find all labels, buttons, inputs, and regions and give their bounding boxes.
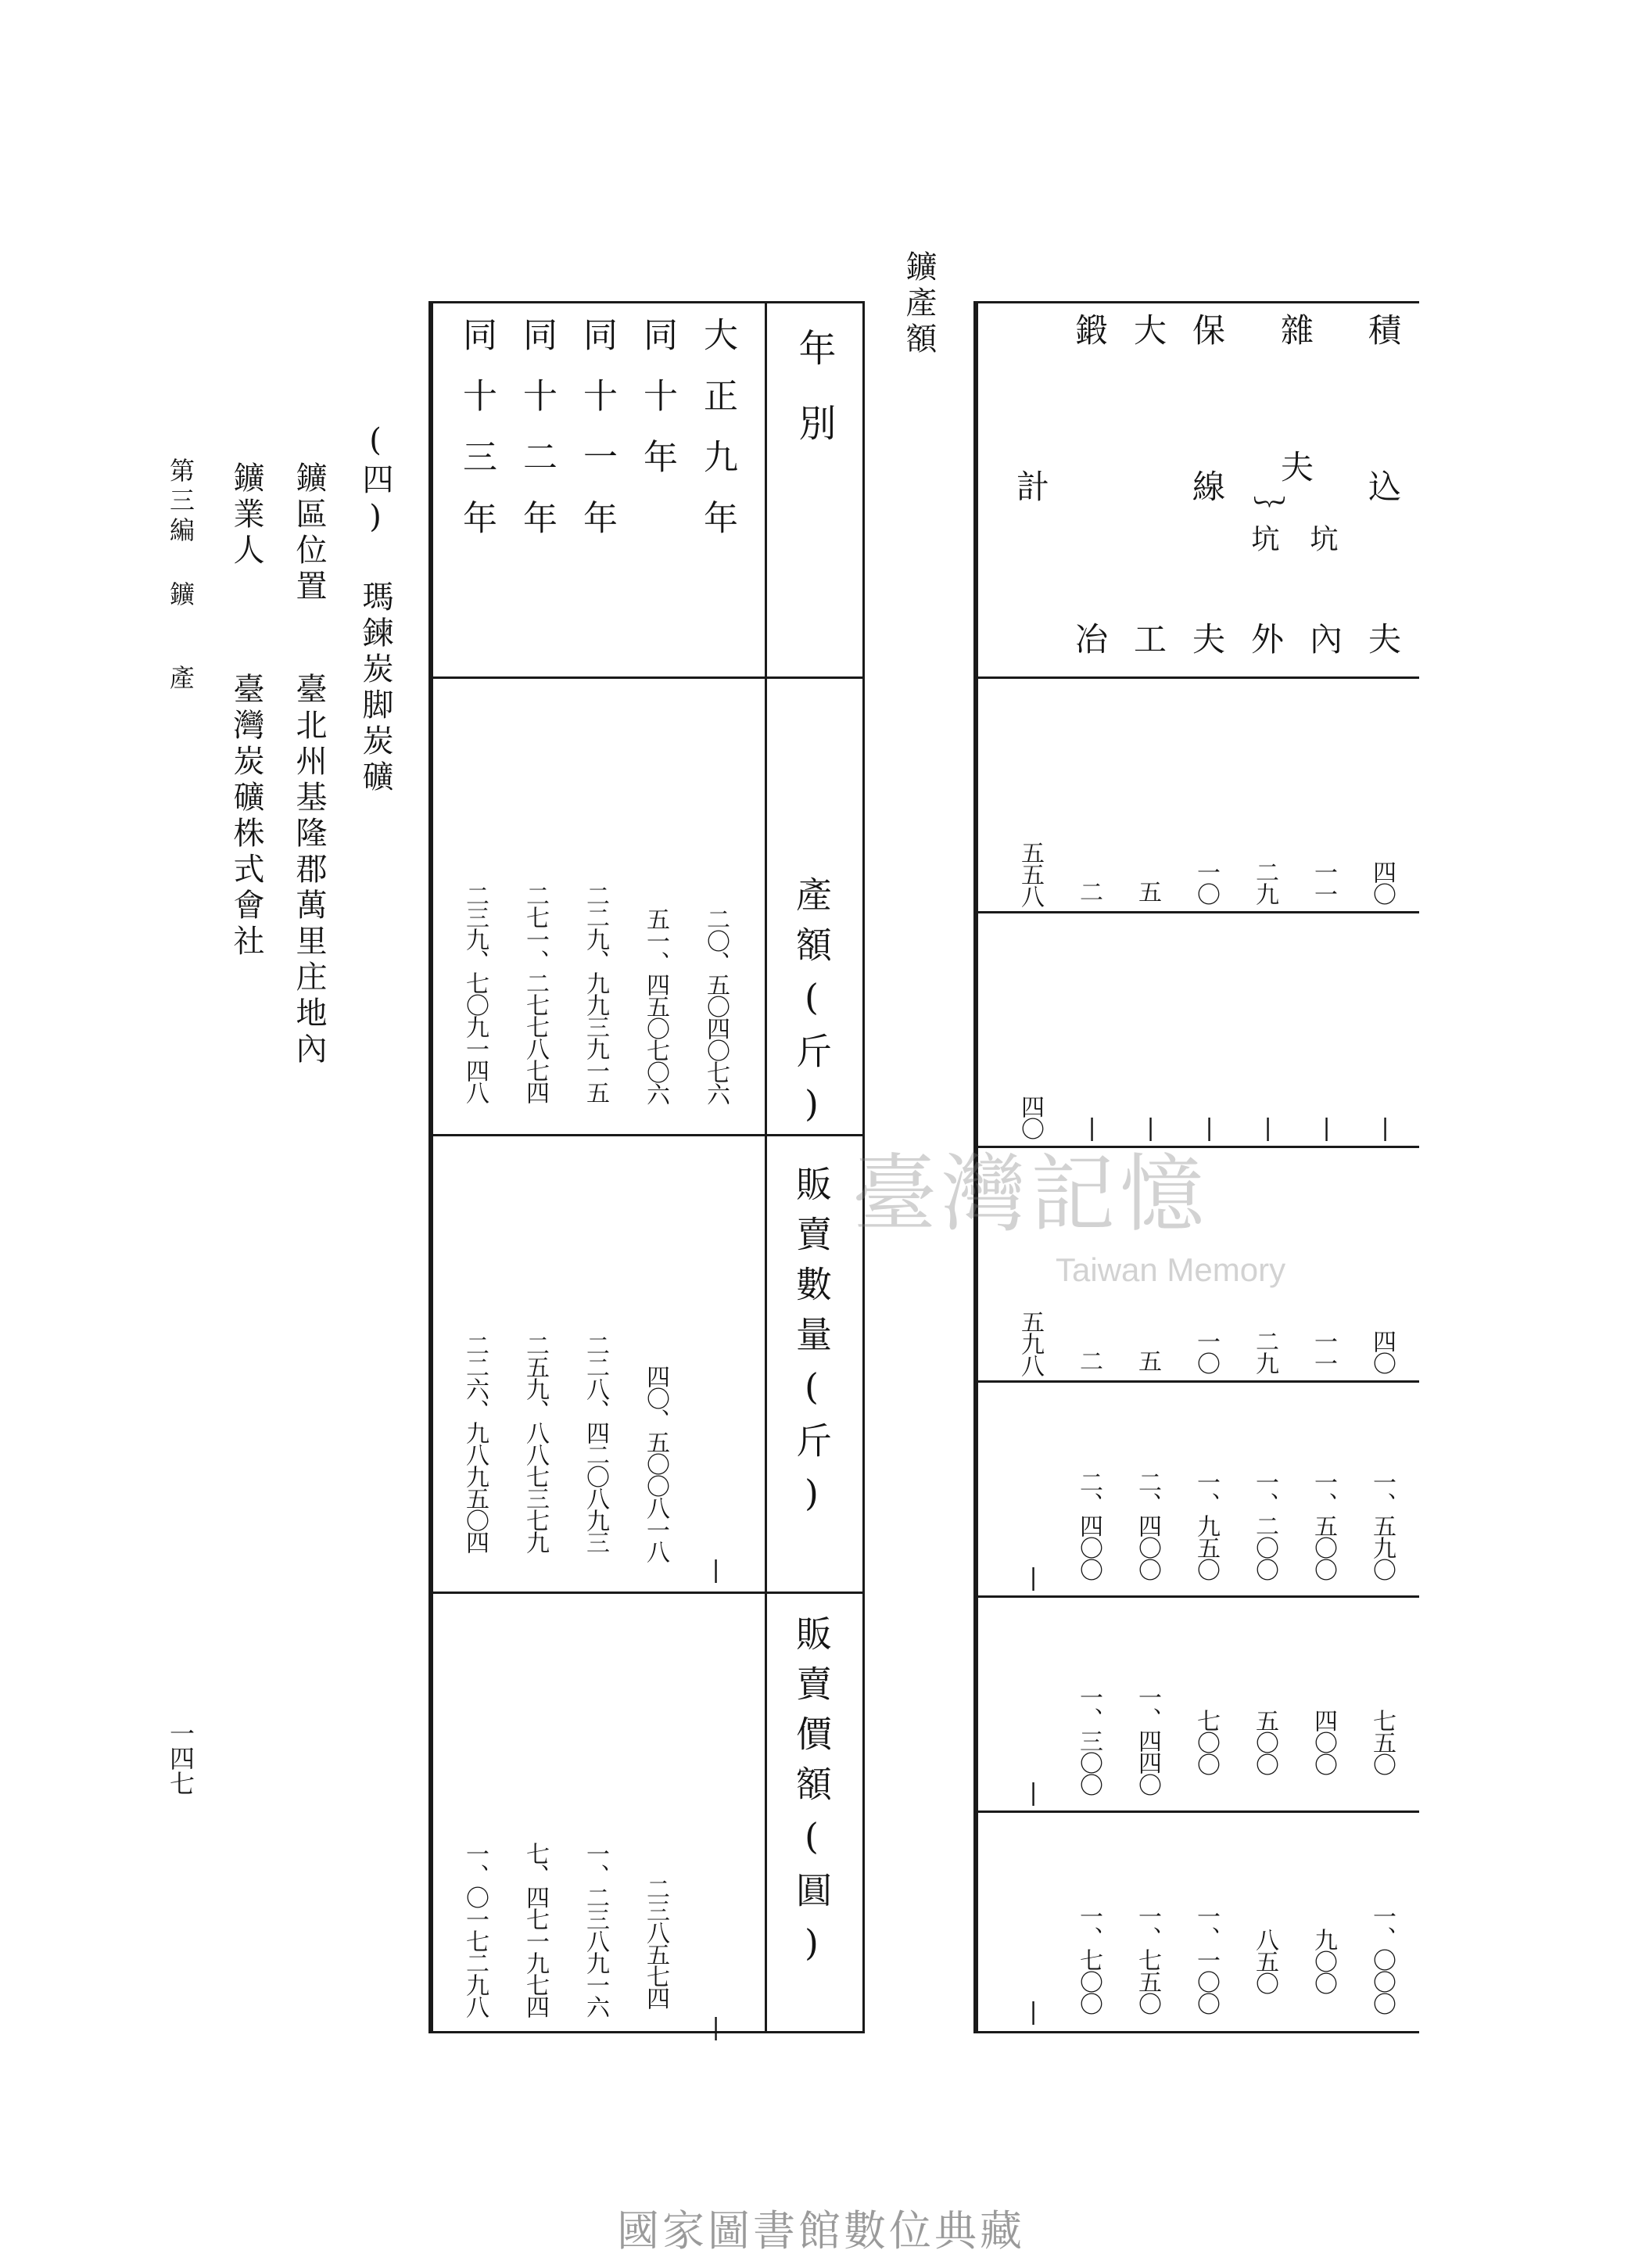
- header-char: 込: [1364, 469, 1402, 502]
- worker-cell: 一一: [1310, 860, 1337, 904]
- header-sales-value: 販賣價額(圓): [791, 1615, 833, 1978]
- worker-cell: 一、七〇〇: [1075, 1904, 1102, 2014]
- worker-cell: 一、九五〇: [1192, 1470, 1220, 1580]
- worker-cell: 五〇〇: [1251, 1709, 1278, 1775]
- table-left-border: [428, 301, 433, 2033]
- worker-cell: |: [1137, 1114, 1164, 1140]
- worker-table-bottom-border: [973, 2031, 1419, 2033]
- sales-value-cell: 一、二三八九一六: [582, 1842, 609, 2017]
- sales-value-cell: 二三八五七四: [642, 1877, 669, 2008]
- worker-cell: 九〇〇: [1310, 1928, 1337, 1993]
- worker-cell: |: [1078, 1114, 1106, 1140]
- worker-cell: 一、五九〇: [1368, 1470, 1396, 1580]
- header-char: 夫: [1188, 622, 1226, 655]
- output-cell: 二七一、二七七八七四: [522, 884, 549, 1103]
- worker-cell: 二、四〇〇: [1134, 1470, 1161, 1580]
- header-char: 坑: [1247, 524, 1279, 552]
- worker-table-top-border: [973, 301, 1419, 303]
- worker-cell: 一〇: [1192, 860, 1220, 904]
- header-sales-qty: 販賣數量(斤): [791, 1165, 833, 1528]
- worker-cell: 五: [1134, 880, 1161, 902]
- header-output: 產額(斤): [791, 876, 833, 1139]
- sales-qty-cell: 二二八、四二〇八九三: [582, 1333, 609, 1552]
- row-separator: [973, 1595, 1419, 1598]
- sales-qty-cell: 二二六、九八九五〇四: [461, 1333, 489, 1552]
- header-char: 積: [1364, 313, 1402, 346]
- header-char: 保: [1188, 313, 1226, 346]
- year-cell: 大正九年: [697, 317, 737, 561]
- sales-value-cell: 七、四七一九七四: [522, 1842, 549, 2017]
- header-char: 雜: [1276, 313, 1314, 346]
- section-title: (四) 瑪鍊炭脚炭礦: [357, 422, 393, 796]
- row-separator: [428, 676, 865, 679]
- sales-qty-cell: 二五九、八八七三七九: [522, 1333, 549, 1552]
- output-cell: 二二九、九九三九一五: [582, 884, 609, 1103]
- worker-cell: 一、一〇〇: [1192, 1904, 1220, 2014]
- worker-cell: 一一: [1310, 1330, 1337, 1373]
- worker-cell: 四〇: [1368, 1330, 1396, 1373]
- header-year: 年別: [792, 328, 836, 479]
- table-bottom-border: [428, 2031, 865, 2033]
- watermark: [852, 1126, 1290, 1298]
- page-number: 一四七: [166, 1721, 195, 1796]
- watermark-text: 臺灣記憶: [852, 1146, 1210, 1243]
- row-separator: [428, 1592, 865, 1594]
- worker-cell: |: [1254, 1114, 1282, 1140]
- worker-cell: 二、四〇〇: [1075, 1470, 1102, 1580]
- row-separator: [973, 676, 1419, 679]
- year-cell: 同十三年: [457, 317, 497, 561]
- worker-cell: |: [1196, 1114, 1223, 1140]
- year-cell: 同十年: [637, 317, 677, 500]
- location-label: 鑛區位置: [291, 461, 327, 605]
- worker-cell: 二九: [1251, 860, 1278, 904]
- brace-icon: ︸: [1249, 497, 1285, 525]
- worker-cell: 七〇〇: [1192, 1709, 1220, 1775]
- row-separator: [973, 1380, 1419, 1383]
- header-char: 夫: [1276, 450, 1314, 483]
- worker-cell: 一、五〇〇: [1310, 1470, 1337, 1580]
- worker-cell: 二: [1075, 880, 1102, 902]
- sales-qty-cell: 四〇、五〇〇八一八: [642, 1365, 669, 1562]
- table-title: 鑛產額: [901, 250, 937, 358]
- sales-value-cell: |: [702, 2014, 730, 2040]
- worker-cell: 四〇: [1368, 860, 1396, 904]
- worker-cell: 四〇: [1016, 1095, 1044, 1139]
- worker-cell: 五五八: [1016, 841, 1044, 906]
- worker-cell: |: [1020, 1564, 1047, 1590]
- worker-cell: 一、四四〇: [1134, 1685, 1161, 1795]
- owner-value: 臺灣炭礦株式會社: [228, 673, 264, 960]
- worker-cell: 一、七五〇: [1134, 1904, 1161, 2014]
- year-cell: 同十二年: [517, 317, 557, 561]
- output-cell: 二三九、七〇九一四八: [461, 884, 489, 1103]
- sales-qty-cell: |: [702, 1556, 730, 1582]
- worker-cell: 一、二〇〇: [1251, 1470, 1278, 1580]
- sales-value-cell: 一、〇一七二九八: [461, 1842, 489, 2017]
- worker-cell: 五: [1134, 1349, 1161, 1371]
- worker-cell: 二九: [1251, 1330, 1278, 1373]
- header-char: 坑: [1306, 524, 1338, 552]
- header-char: 冶: [1070, 622, 1109, 655]
- chapter-heading-tail: 產: [166, 665, 195, 690]
- year-cell: 同十一年: [577, 317, 617, 561]
- worker-cell: 四〇〇: [1310, 1709, 1337, 1775]
- worker-cell: 七五〇: [1368, 1709, 1396, 1775]
- location-value: 臺北州基隆郡萬里庄地內: [291, 673, 327, 1068]
- header-char: 外: [1246, 622, 1285, 655]
- worker-cell: |: [1020, 1779, 1047, 1805]
- worker-cell: 一、〇〇〇: [1368, 1904, 1396, 2014]
- worker-cell: 二: [1075, 1349, 1102, 1371]
- footer-credit: 國家圖書館數位典藏: [617, 2206, 1025, 2255]
- table-top-border: [428, 301, 865, 303]
- watermark-subtext: Taiwan Memory: [1056, 1251, 1286, 1288]
- row-separator: [973, 911, 1419, 913]
- worker-cell: 一、三〇〇: [1075, 1685, 1102, 1795]
- worker-cell: 一〇: [1192, 1330, 1220, 1373]
- header-separator: [765, 301, 767, 2033]
- header-char: 工: [1129, 622, 1167, 655]
- header-char: 鍛: [1070, 313, 1109, 346]
- header-char: 線: [1188, 469, 1226, 502]
- worker-cell: |: [1020, 1998, 1047, 2024]
- chapter-heading: 第三編 鑛: [166, 458, 195, 611]
- header-char: 大: [1129, 313, 1167, 346]
- row-separator: [973, 1810, 1419, 1813]
- worker-cell: |: [1313, 1114, 1340, 1140]
- owner-label: 鑛業人: [228, 461, 264, 569]
- output-cell: 二〇、五〇四〇七六: [702, 907, 730, 1104]
- header-char: 內: [1305, 622, 1343, 655]
- header-char: 計: [1012, 469, 1050, 502]
- worker-cell: |: [1371, 1114, 1399, 1140]
- worker-cell: 五九八: [1016, 1310, 1044, 1376]
- output-cell: 五一、四五〇七〇六: [642, 907, 669, 1104]
- worker-cell: 八五〇: [1251, 1928, 1278, 1993]
- header-char: 夫: [1364, 622, 1402, 655]
